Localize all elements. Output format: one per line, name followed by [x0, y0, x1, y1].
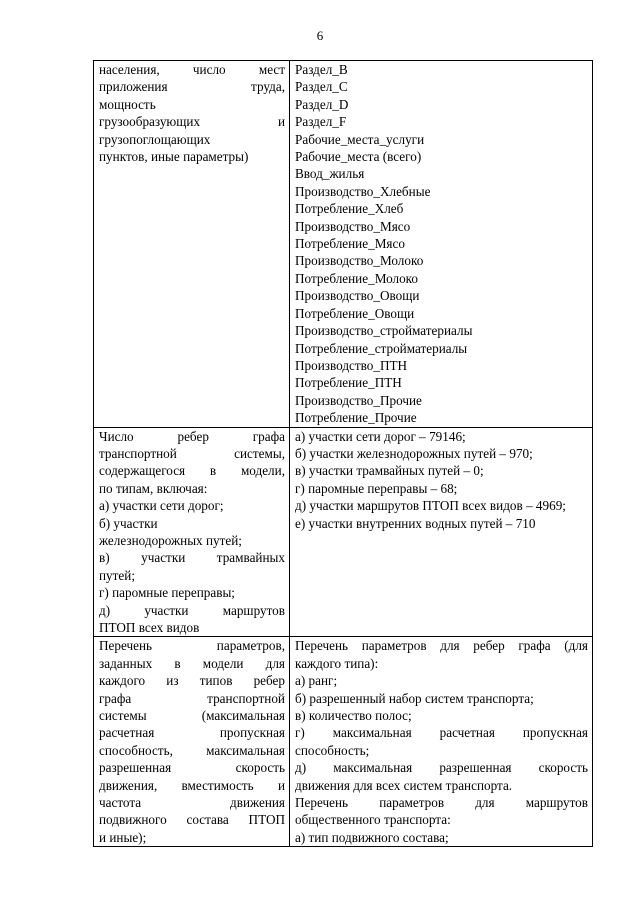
cell-line: Производство_Молоко	[295, 253, 424, 269]
cell-line: Производство_Мясо	[295, 218, 411, 234]
cell-line: в) участки трамвайных путей – 0;	[295, 463, 484, 479]
cell-line: д) максимальная разрешенная скорость	[295, 760, 588, 776]
cell-line: приложения труда,	[99, 79, 285, 95]
cell-line: путей;	[99, 567, 135, 583]
cell-line: пунктов, иные параметры)	[99, 149, 249, 165]
table-cell-right	[290, 61, 593, 428]
cell-line: Перечень параметров для ребер графа (для	[295, 638, 588, 654]
table-row	[94, 61, 593, 428]
cell-line: каждого типа):	[295, 655, 379, 671]
cell-line: Производство_ПТН	[295, 357, 408, 373]
cell-line: подвижного состава ПТОП	[99, 812, 285, 828]
cell-line: в) участки трамвайных	[99, 550, 285, 566]
cell-line: Раздел_F	[295, 114, 347, 130]
cell-line: населения, число мест	[99, 62, 285, 77]
cell-line: по типам, включая:	[99, 480, 208, 496]
cell-line: Потребление_Молоко	[295, 270, 419, 286]
cell-line: а) участки сети дорог – 79146;	[295, 428, 466, 444]
cell-line: Раздел_B	[295, 62, 348, 77]
cell-line: грузообразующих и	[99, 114, 285, 130]
cell-line: транспортной системы,	[99, 445, 285, 461]
cell-line: ПТОП всех видов	[99, 620, 200, 635]
cell-line: г) максимальная расчетная пропускная	[295, 725, 588, 741]
cell-line: движения для всех систем транспорта.	[295, 777, 513, 793]
cell-line: каждого из типов ребер	[99, 673, 285, 689]
cell-line: а) участки сети дорог;	[99, 498, 224, 514]
cell-line: е) участки внутренних водных путей – 710	[295, 515, 536, 531]
cell-line: Потребление_Прочие	[295, 410, 417, 426]
cell-line: Производство_Овощи	[295, 288, 420, 304]
cell-line: Число ребер графа	[99, 428, 285, 444]
table-cell-right	[290, 427, 593, 637]
cell-line: Производство_стройматериалы	[295, 323, 473, 339]
cell-line: Потребление_ПТН	[295, 375, 402, 391]
cell-line: Перечень параметров для маршрутов	[295, 795, 588, 811]
cell-line: железнодорожных путей;	[99, 532, 242, 548]
table-row	[94, 637, 593, 847]
page-number: 6	[316, 28, 324, 43]
cell-line: Рабочие_места_услуги	[295, 131, 425, 147]
cell-line: д) участки маршрутов ПТОП всех видов – 4969;	[295, 498, 566, 514]
cell-line: Раздел_C	[295, 79, 348, 95]
cell-line: системы (максимальная	[99, 708, 285, 724]
cell-line: заданных в модели для	[99, 655, 285, 671]
cell-line: Потребление_Мясо	[295, 236, 405, 252]
cell-line: движения, вместимость и	[99, 777, 285, 793]
cell-line: д) участки маршрутов	[99, 602, 285, 618]
cell-line: Ввод_жилья	[295, 166, 365, 182]
parameters-table	[93, 60, 593, 847]
cell-line: графа транспортной	[99, 690, 285, 706]
cell-line: частота движения	[99, 795, 285, 811]
cell-line: Потребление_стройматериалы	[295, 340, 468, 356]
cell-line: Производство_Хлебные	[295, 183, 431, 199]
cell-line: Рабочие_места (всего)	[295, 149, 422, 165]
cell-line: общественного транспорта:	[295, 812, 451, 828]
cell-line: г) паромные переправы – 68;	[295, 480, 458, 496]
table-cell-left	[94, 427, 290, 637]
cell-line: б) участки	[99, 515, 158, 531]
cell-line: расчетная пропускная	[99, 725, 285, 741]
cell-line: Потребление_Хлеб	[295, 201, 404, 217]
table-cell-left	[94, 61, 290, 428]
cell-line: Потребление_Овощи	[295, 305, 415, 321]
cell-line: мощность	[99, 96, 156, 112]
cell-line: г) паромные переправы;	[99, 585, 235, 601]
cell-line: способность;	[295, 742, 370, 758]
cell-line: Раздел_D	[295, 96, 349, 112]
table-row	[94, 427, 593, 637]
cell-line: а) ранг;	[295, 673, 338, 689]
cell-line: б) разрешенный набор систем транспорта;	[295, 690, 534, 706]
cell-line: содержащегося в модели,	[99, 463, 285, 479]
cell-line: б) участки железнодорожных путей – 970;	[295, 445, 533, 461]
cell-line: и иные);	[99, 829, 147, 845]
table-cell-left	[94, 637, 290, 847]
cell-line: в) количество полос;	[295, 708, 412, 724]
cell-line: а) тип подвижного состава;	[295, 829, 449, 845]
table-cell-right	[290, 637, 593, 847]
cell-line: Производство_Прочие	[295, 392, 422, 408]
cell-line: разрешенная скорость	[99, 760, 285, 776]
cell-line: грузопоглощающих	[99, 131, 211, 147]
cell-line: способность, максимальная	[99, 742, 285, 758]
cell-line: Перечень параметров,	[99, 638, 285, 654]
